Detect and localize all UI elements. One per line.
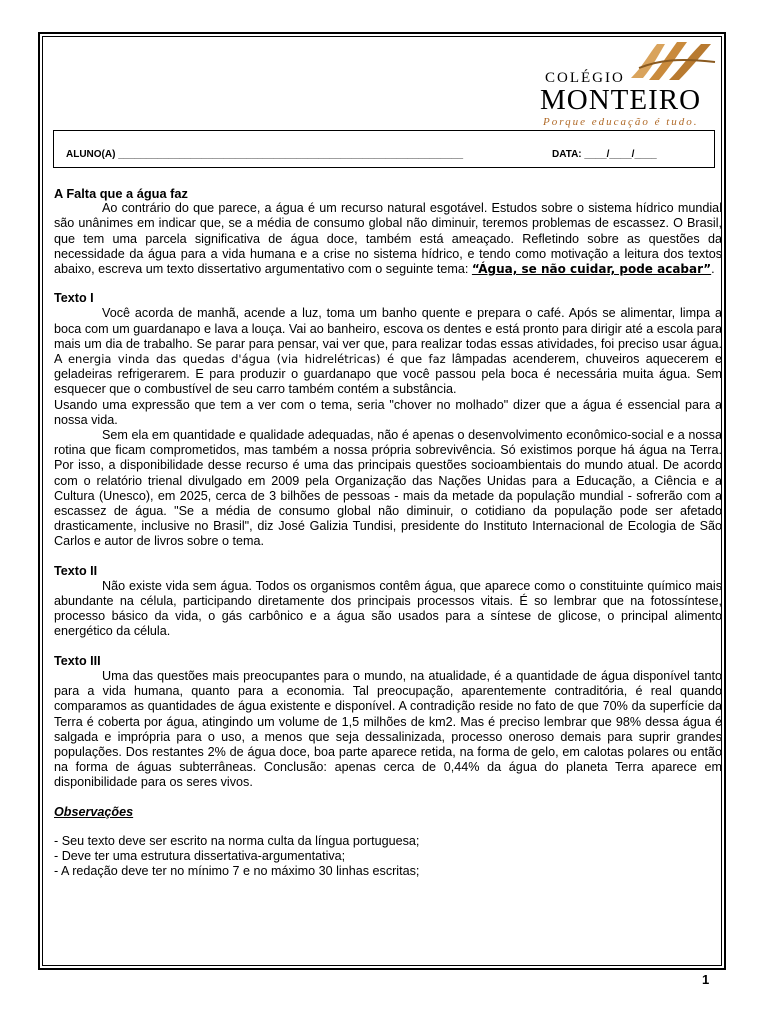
logo-mark-icon (629, 40, 719, 82)
texto3-heading: Texto III (54, 653, 101, 668)
intro-paragraph (54, 201, 722, 277)
texto1-p1-end: lâmpadas acenderem, chuveiros aquecerem e geladeiras refrigerarem. E para produzir o guardanapo que você passou pela boca é necessária muita água. Sem esquecer que o combustível de seu carro também contém a substância. (54, 352, 722, 397)
texto1-paragraph-3: Sem ela em quantidade e qualidade adequadas, não é apenas o desenvolvimento econômico-social e a nossa rotina que ficam comprometidos, mas também a nossa própria sobrevivência. Só existimos porque há água na Terra. Por isso, a disponibilidade desse recurso é uma das principais questões socioambientais do mundo atual. De acordo com o relatório trienal divulgado em 2009 pela Organização das Nações Unidas para a Educação, a Ciência e a Cultura (Unesco), em 2025, cerca de 3 bilhões de pessoas - mais da metade da população mundial - sofrerão com a escassez de água. "Se a média de consumo global não diminuir, o cotidiano da população pode ser afetado drasticamente, inclusive no Brasil", diz José Galizia Tundisi, presidente do Instituto Internacional de Ecologia de São Carlos e autor de livros sobre o tema. (54, 428, 722, 549)
texto1-p1-hydro: energia vinda das quedas d'água (via hidrelétricas) é que faz (67, 352, 446, 367)
page-number: 1 (702, 972, 710, 987)
texto1-p1-start: Você acorda de manhã, acende a luz, toma um banho quente e prepara o café. Após se alimentar, limpa a boca com um guardanapo e lava a louça. Vai ao banheiro, escova os dentes e está pronto para dirigir até a escola para mais um dia de trabalho. Se parar para pensar, vai ver que, para realizar todas essas atividades, foi preciso usar água. A (54, 306, 722, 367)
student-name-field[interactable]: ALUNO(A) ______________________________________________________________ (66, 149, 464, 160)
intro-end: . (711, 262, 715, 277)
texto3-paragraph: Uma das questões mais preocupantes para o mundo, na atualidade, é a quantidade de água disponível tanto para a vida humana, quanto para a economia. Tal preocupação, aparentemente contraditória, é real quando comparamos as quantidades de água existente e disponível. A contradição reside no fato de que 70% da superfície da Terra é coberta por água, atingindo um volume de 1,5 milhões de km2. Mas é preciso lembrar que 98% dessa água é salgada e imprópria para o uso, a menos que seja dessalinizada, processo oneroso demais para suprir grandes populações. Dos restantes 2% de água doce, boa parte aparece retida, na forma de gelo, em calotas polares ou então na forma de águas subterrâneas. Conclusão: apenas cerca de 0,44% da água do planeta Terra aparece em disponibilidade para os seres vivos. (54, 668, 722, 790)
page-title: A Falta que a água faz (54, 186, 188, 201)
logo-monteiro-text: MONTEIRO (540, 84, 702, 116)
essay-theme: “Água, se não cuidar, pode acabar” (471, 262, 712, 277)
date-field[interactable]: DATA: ____/____/____ (552, 149, 657, 160)
student-info-box (53, 130, 715, 168)
texto1-paragraph-1 (54, 306, 722, 397)
school-logo (537, 40, 722, 130)
texto2-heading: Texto II (54, 563, 98, 578)
texto1-heading: Texto I (54, 291, 94, 306)
document-body (54, 186, 722, 879)
texto1-paragraph-2: Usando uma expressão que tem a ver com o tema, seria "chover no molhado" dizer que a água é essencial para a nossa vida. (54, 397, 722, 427)
observacao-item: - Deve ter uma estrutura dissertativa-argumentativa; (54, 848, 346, 863)
intro-text: Ao contrário do que parece, a água é um recurso natural esgotável. Estudos sobre o sistema hídrico mundial são unânimes em indicar que, se a média de consumo global não diminuir, teremos problemas de escassez. O Brasil, que tem uma parcela significativa de água doce, também está ameaçado. Refletindo sobre as questões da necessidade da água para a vida humana e a crise no sistema hídrico, e tendo como motivação a leitura dos textos abaixo, escreva um texto dissertativo argumentativo com o seguinte tema: (54, 201, 722, 277)
observacao-item: - A redação deve ter no mínimo 7 e no máximo 30 linhas escritas; (54, 864, 420, 879)
logo-slogan: Porque educação é tudo. (543, 116, 699, 128)
texto2-paragraph: Não existe vida sem água. Todos os organismos contêm água, que aparece como o constituinte químico mais abundante na célula, participando diretamente dos principais processos vitais. É so lembrar que na fotossíntese, processo básico da vida, o gás carbônico e a água são usados para a síntese de glicose, o principal alimento energético da célula. (54, 578, 722, 639)
observacoes-title: Observações (54, 804, 134, 819)
logo-colegio-text: COLÉGIO (545, 70, 625, 86)
observacao-item: - Seu texto deve ser escrito na norma culta da língua portuguesa; (54, 833, 420, 848)
